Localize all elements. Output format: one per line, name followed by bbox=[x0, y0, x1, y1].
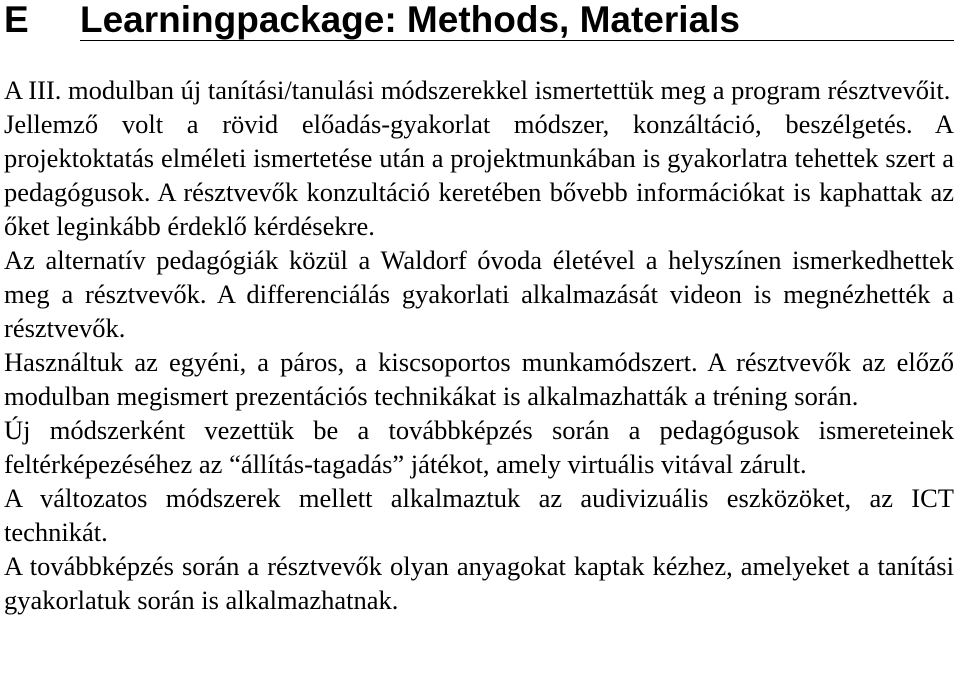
document-body bbox=[4, 73, 954, 617]
section-title-underline bbox=[80, 0, 954, 41]
paragraph-alternative-pedagogies: Az alternatív pedagógiák közül a Waldorf óvoda életével a helyszínen ismerkedhettek meg a résztvevők. A differenciálás gyakorlati alkalmazását videon is megnézhették a résztvevők. bbox=[4, 245, 954, 343]
paragraph-intro: A III. modulban új tanítási/tanulási módszerekkel ismertettük meg a program résztvevőit. bbox=[4, 75, 951, 105]
section-heading bbox=[4, 0, 954, 41]
paragraph-methods: Jellemző volt a rövid előadás-gyakorlat módszer, konzáltáció, beszélgetés. A projektoktatás elméleti ismertetése után a projektmunkában is gyakorlatra tehettek szert a pedagógusok. A résztvevők konzultáció keretében bővebb információkat is kaphattak az őket leginkább érdeklő kérdésekre. bbox=[4, 109, 954, 241]
paragraph-work-methods: Használtuk az egyéni, a páros, a kiscsoportos munkamódszert. A résztvevők az előző modulban megismert prezentációs technikákat is alkalmazhatták a tréning során. bbox=[4, 347, 954, 411]
paragraph-new-method: Új módszerként vezettük be a továbbképzés során a pedagógusok ismereteinek feltérképezéséhez az “állítás-tagadás” játékot, amely virtuális vitával zárult. bbox=[4, 415, 954, 479]
section-letter: E bbox=[4, 0, 29, 40]
paragraph-audiovisual: A változatos módszerek mellett alkalmaztuk az audivizuális eszközöket, az ICT technikát. bbox=[4, 483, 954, 547]
section-title: Learningpackage: Methods, Materials bbox=[80, 0, 741, 40]
paragraph-materials: A továbbképzés során a résztvevők olyan anyagokat kaptak kézhez, amelyeket a tanítási gyakorlatuk során is alkalmazhatnak. bbox=[4, 551, 954, 615]
